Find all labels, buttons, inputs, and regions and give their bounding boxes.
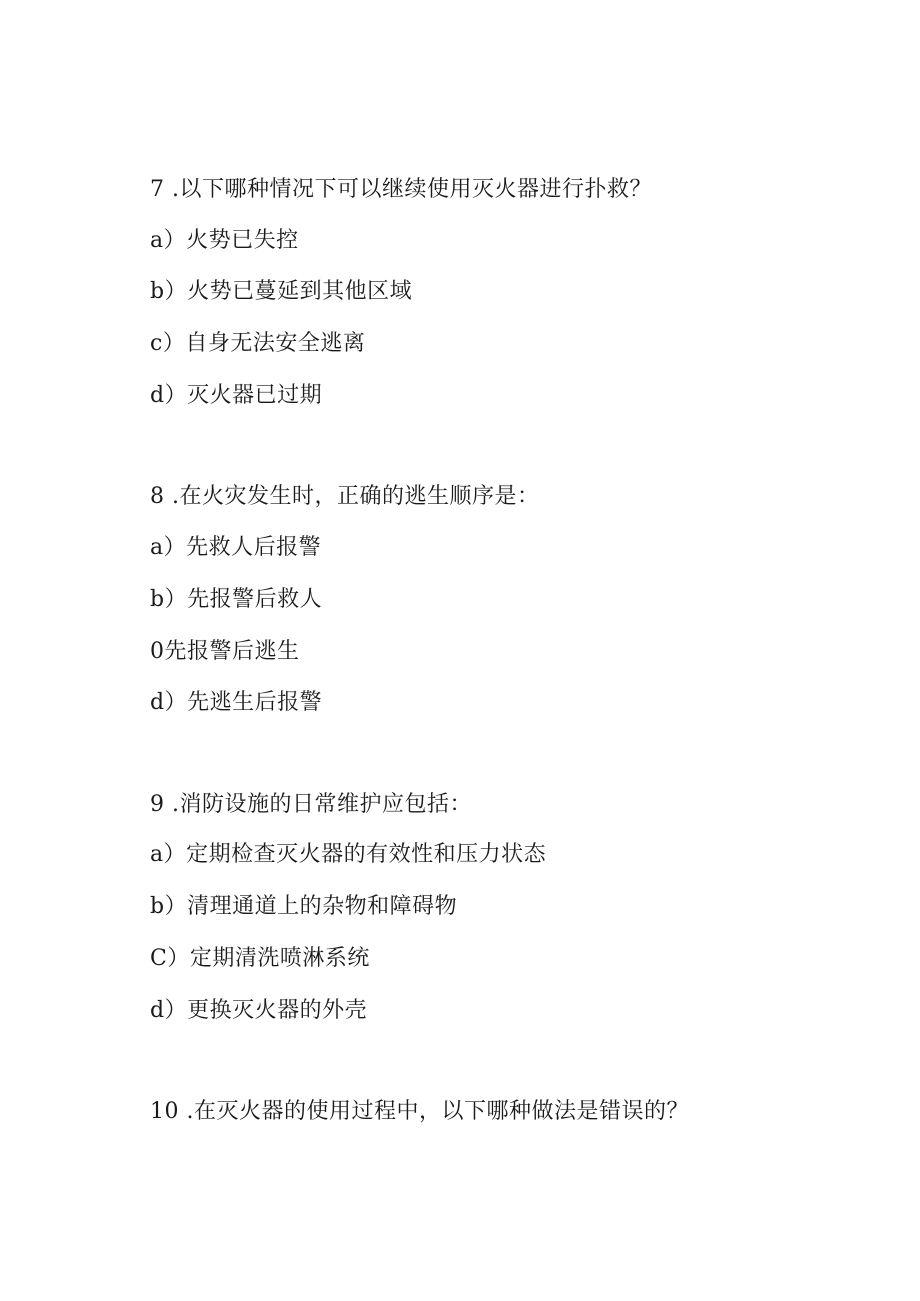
question-7-option-a: a）火势已失控 [150, 228, 299, 253]
question-7-stem: 7 .以下哪种情况下可以继续使用灭火器进行扑救？ [150, 177, 652, 202]
question-8-option-c: 0先报警后逃生 [150, 639, 300, 664]
question-8-stem: 8 .在火灾发生时，正确的逃生顺序是： [150, 484, 540, 509]
question-8-option-a: a）先救人后报警 [150, 535, 322, 560]
question-7-option-c: c）自身无法安全逃离 [150, 331, 366, 356]
question-9-option-d: d）更换灭火器的外壳 [150, 998, 368, 1023]
question-7-option-b: b）火势已蔓延到其他区域 [150, 279, 413, 304]
question-9-option-b: b）清理通道上的杂物和障碍物 [150, 894, 458, 919]
question-9-stem: 9 .消防设施的日常维护应包括： [150, 792, 472, 817]
question-9-option-c: C）定期清洗喷淋系统 [150, 946, 370, 971]
question-8-option-b: b）先报警后救人 [150, 587, 323, 612]
question-8-option-d: d）先逃生后报警 [150, 690, 323, 715]
question-7-option-d: d）灭火器已过期 [150, 383, 323, 408]
question-10-stem: 10 .在灭火器的使用过程中，以下哪种做法是错误的？ [150, 1099, 689, 1124]
question-9-option-a: a）定期检查灭火器的有效性和压力状态 [150, 842, 547, 867]
